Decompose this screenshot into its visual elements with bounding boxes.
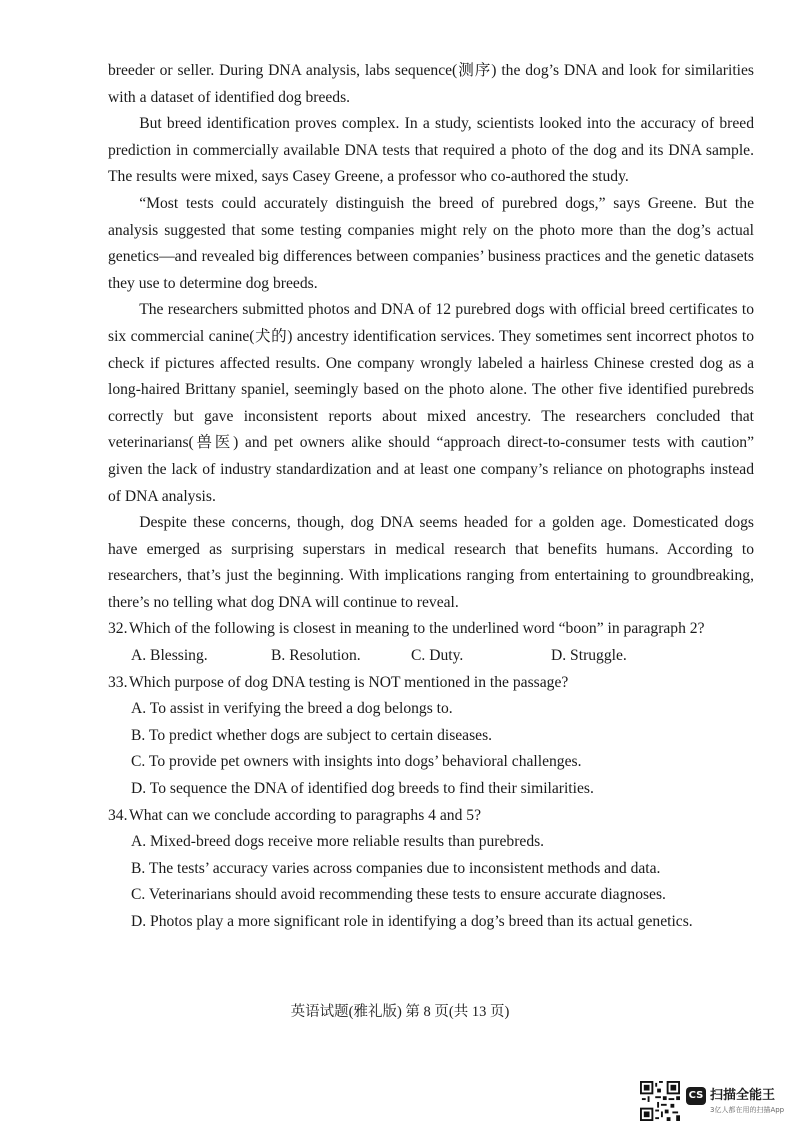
option-b: B. The tests’ accuracy varies across companies due to inconsistent methods and data. bbox=[131, 859, 661, 877]
question-34 bbox=[108, 803, 754, 830]
option-c: C. To provide pet owners with insights into dogs’ behavioral challenges. bbox=[131, 753, 582, 771]
option-a: A. To assist in verifying the breed a dog belongs to. bbox=[131, 700, 453, 718]
watermark-title: 扫描全能王 bbox=[710, 1088, 776, 1103]
scanner-watermark bbox=[640, 1079, 790, 1123]
qr-code-icon bbox=[640, 1081, 680, 1121]
page-content bbox=[108, 58, 754, 936]
option-c: C. Duty. bbox=[411, 647, 464, 665]
page-footer: 英语试题(雅礼版) 第 8 页(共 13 页) bbox=[290, 1004, 510, 1020]
option-d: D. To sequence the DNA of identified dog breeds to find their similarities. bbox=[131, 780, 594, 798]
question-stem: What can we conclude according to paragraphs 4 and 5? bbox=[129, 806, 482, 824]
passage-paragraph-5: Despite these concerns, though, dog DNA seems headed for a golden age. Domesticated dogs have emerged as surprising superstars in medical research that benefits humans. According to researchers, that’s just the beginning. With implications ranging from entertaining to groundbreaking, there’s no telling what dog DNA will continue to reveal. bbox=[108, 514, 754, 611]
option-a: A. Blessing. bbox=[131, 647, 208, 665]
option-b: B. Resolution. bbox=[271, 647, 361, 665]
question-number: 34. bbox=[108, 806, 128, 824]
question-stem: Which purpose of dog DNA testing is NOT mentioned in the passage? bbox=[129, 673, 569, 691]
watermark-subtitle: 3亿人都在用的扫描App bbox=[710, 1106, 785, 1114]
question-32 bbox=[108, 616, 754, 643]
question-32-options bbox=[108, 643, 754, 670]
camscanner-logo-icon: CS bbox=[686, 1087, 706, 1105]
option-b: B. To predict whether dogs are subject to certain diseases. bbox=[131, 726, 493, 744]
passage-paragraph-2: But breed identification proves complex. In a study, scientists looked into the accuracy of breed prediction in commercially available DNA tests that required a photo of the dog and its DNA sample. The results were mixed, says Casey Greene, a professor who co-authored the study. bbox=[108, 115, 754, 186]
question-number: 32. bbox=[108, 620, 128, 638]
question-number: 33. bbox=[108, 673, 128, 691]
passage-paragraph-3: “Most tests could accurately distinguish the breed of purebred dogs,” says Greene. But the analysis suggested that some testing companies might rely on the photo more than the dog’s actual genetics—and revealed big differences between companies’ business practices and the genetic datasets they use to determine dog breeds. bbox=[108, 194, 754, 292]
question-stem: Which of the following is closest in meaning to the underlined word “boon” in paragraph 2? bbox=[129, 620, 705, 638]
option-d: D. Struggle. bbox=[551, 647, 627, 665]
passage-paragraph-4: The researchers submitted photos and DNA of 12 purebred dogs with official breed certificates to six commercial canine(犬的) ancestry identification services. They sometimes sent incorrect photos to check if pictures affected results. One company wrongly labeled a hairless Chinese crested dog as a long-haired Brittany spaniel, seemingly based on the photo alone. The other five identified purebreds correctly but gave inconsistent reports about mixed ancestry. The researchers concluded that veterinarians(兽医) and pet owners alike should “approach direct-to-consumer tests with caution” given the lack of industry standardization and at least one company’s reliance on photographs instead of DNA analysis. bbox=[108, 301, 754, 505]
option-c: C. Veterinarians should avoid recommending these tests to ensure accurate diagnoses. bbox=[131, 886, 666, 904]
watermark-text bbox=[686, 1087, 784, 1115]
question-33 bbox=[108, 670, 754, 697]
passage-paragraph-1-continued: breeder or seller. During DNA analysis, labs sequence(测序) the dog’s DNA and look for similarities with a dataset of identified dog breeds. bbox=[108, 62, 754, 106]
watermark-header bbox=[686, 1087, 784, 1105]
option-a: A. Mixed-breed dogs receive more reliable results than purebreds. bbox=[131, 833, 545, 851]
option-d: D. Photos play a more significant role in identifying a dog’s breed than its actual genetics. bbox=[131, 913, 693, 930]
